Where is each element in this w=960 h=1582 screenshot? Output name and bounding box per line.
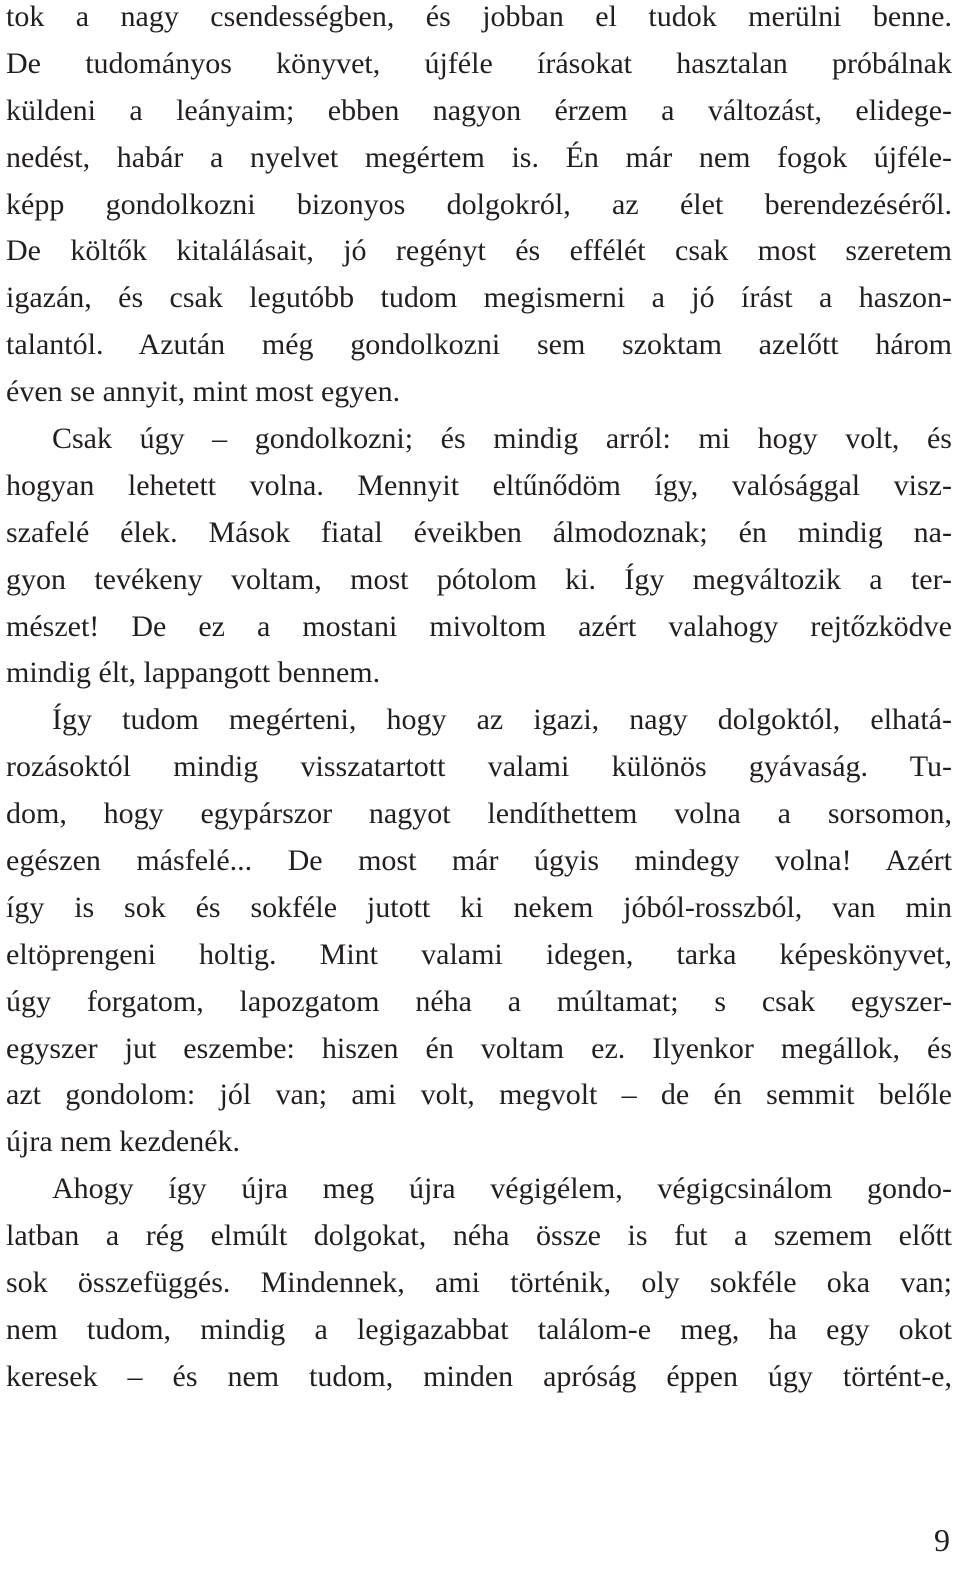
text-line: igazán, és csak legutóbb tudom megismerni a jó írást a haszon-	[6, 281, 952, 315]
paragraph-start-line: Így tudom megérteni, hogy az igazi, nagy dolgoktól, elhatá-	[52, 703, 952, 737]
text-line: képp gondolkozni bizonyos dolgokról, az élet berendezéséről.	[6, 187, 952, 221]
page-number: 9	[934, 1522, 950, 1558]
text-line: latban a rég elmúlt dolgokat, néha össze is fut a szemem előtt	[6, 1219, 952, 1253]
text-line: talantól. Azután még gondolkozni sem szoktam azelőtt három	[6, 328, 952, 362]
text-line: éven se annyit, mint most egyen.	[6, 375, 401, 409]
text-line: dom, hogy egypárszor nagyot lendíthettem volna a sorsomon,	[6, 797, 952, 831]
text-line: sok összefüggés. Mindennek, ami történik, oly sokféle oka van;	[6, 1266, 952, 1300]
text-line: újra nem kezdenék.	[6, 1125, 241, 1159]
text-line: mészet! De ez a mostani mivoltom azért valahogy rejtőzködve	[6, 609, 952, 643]
text-line: küldeni a leányaim; ebben nagyon érzem a változást, elidege-	[6, 93, 952, 127]
text-line: így is sok és sokféle jutott ki nekem jóból-rosszból, van min	[6, 890, 952, 924]
text-line: nem tudom, mindig a legigazabbat találom-e meg, ha egy okot	[6, 1312, 952, 1346]
text-line: tok a nagy csendességben, és jobban el tudok merülni benne.	[6, 0, 952, 33]
text-line: hogyan lehetett volna. Mennyit eltűnődöm így, valósággal visz-	[6, 468, 952, 502]
text-line: egyszer jut eszembe: hiszen én voltam ez. Ilyenkor megállok, és	[6, 1031, 952, 1065]
text-line: keresek – és nem tudom, minden apróság éppen úgy történt-e,	[6, 1359, 952, 1393]
text-line: mindig élt, lappangott bennem.	[6, 656, 381, 690]
text-line: eltöprengeni holtig. Mint valami idegen, tarka képeskönyvet,	[6, 937, 952, 971]
text-line: rozásoktól mindig visszatartott valami különös gyávaság. Tu-	[6, 750, 952, 784]
text-line: De tudományos könyvet, újféle írásokat hasztalan próbálnak	[6, 46, 952, 80]
text-line: szafelé élek. Mások fiatal éveikben álmodoznak; én mindig na-	[6, 515, 952, 549]
paragraph-start-line: Ahogy így újra meg újra végigélem, végigcsinálom gondo-	[52, 1172, 952, 1206]
text-line: egészen másfelé... De most már úgyis mindegy volna! Azért	[6, 844, 952, 878]
text-line: úgy forgatom, lapozgatom néha a múltamat; s csak egyszer-	[6, 984, 952, 1018]
text-line: De költők kitalálásait, jó regényt és effélét csak most szeretem	[6, 234, 952, 268]
body-text	[6, 0, 952, 1401]
text-line: gyon tevékeny voltam, most pótolom ki. Így megváltozik a ter-	[6, 562, 952, 596]
text-line: azt gondolom: jól van; ami volt, megvolt – de én semmit belőle	[6, 1078, 952, 1112]
text-line: nedést, habár a nyelvet megértem is. Én már nem fogok újféle-	[6, 140, 952, 174]
paragraph-start-line: Csak úgy – gondolkozni; és mindig arról: mi hogy volt, és	[52, 422, 952, 456]
